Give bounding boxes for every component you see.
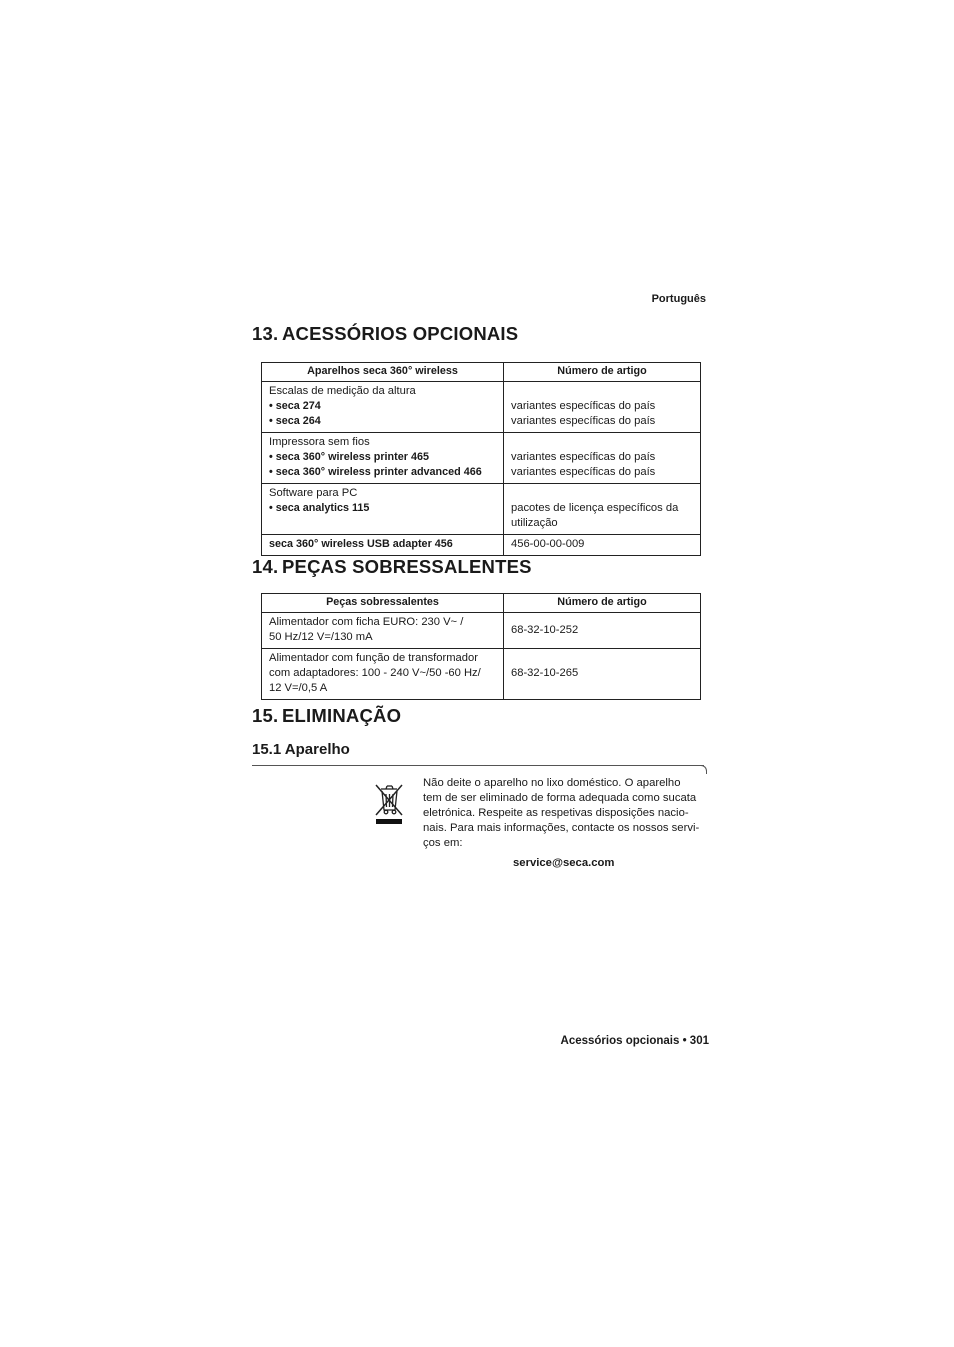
table-row (262, 433, 701, 484)
table-cell (262, 484, 504, 535)
table-row (262, 484, 701, 535)
table-row (262, 382, 701, 433)
table-header-row (262, 594, 701, 613)
disposal-line: nais. Para mais informações, contacte os nossos servi- (423, 822, 700, 834)
part-description-line: Alimentador com ficha EURO: 230 V~ / (269, 616, 464, 628)
table-cell: 456-00-00-009 (504, 535, 701, 556)
section-13-number: 13. (252, 323, 279, 344)
section-14-title: PEÇAS SOBRESSALENTES (282, 556, 532, 577)
table-cell (504, 484, 701, 535)
section-divider-end (700, 765, 707, 774)
article-value: variantes específicas do país (511, 466, 656, 478)
group-label: Impressora sem fios (269, 436, 370, 448)
disposal-line: ços em: (423, 837, 463, 849)
list-item: • seca analytics 115 (269, 502, 370, 514)
list-item: • seca 274 (269, 400, 321, 412)
table-cell (504, 433, 701, 484)
table-cell (262, 649, 504, 700)
section-14-number: 14. (252, 556, 279, 577)
column-header-article-number: Número de artigo (504, 594, 701, 613)
article-value: variantes específicas do país (511, 400, 656, 412)
section-13-heading (252, 323, 518, 345)
page-footer: Acessórios opcionais • 301 (560, 1035, 709, 1047)
part-description-line: 50 Hz/12 V=/130 mA (269, 631, 373, 643)
language-label: Português (651, 293, 706, 305)
list-item: • seca 360° wireless printer advanced 466 (269, 466, 482, 478)
section-14-heading (252, 556, 532, 578)
group-label: Software para PC (269, 487, 358, 499)
disposal-line: tem de ser eliminado de forma adequada como sucata (423, 792, 697, 804)
table-cell (262, 613, 504, 649)
table-cell: 68-32-10-265 (504, 649, 701, 700)
part-description-line: com adaptadores: 100 - 240 V~/50 -60 Hz/ (269, 667, 481, 679)
part-description-line: Alimentador com função de transformador (269, 652, 478, 664)
part-description-line: 12 V=/0,5 A (269, 682, 328, 694)
table-cell (262, 433, 504, 484)
section-13-title: ACESSÓRIOS OPCIONAIS (282, 323, 519, 344)
column-header-article-number: Número de artigo (504, 363, 701, 382)
table-cell: seca 360° wireless USB adapter 456 (262, 535, 504, 556)
section-15-heading (252, 705, 401, 727)
spare-parts-table (261, 593, 701, 700)
table-row (262, 613, 701, 649)
column-header-devices: Aparelhos seca 360° wireless (262, 363, 504, 382)
table-row (262, 535, 701, 556)
table-header-row (262, 363, 701, 382)
article-value: variantes específicas do país (511, 415, 656, 427)
list-item: • seca 264 (269, 415, 321, 427)
group-label: Escalas de medição da altura (269, 385, 416, 397)
disposal-instructions (423, 776, 715, 851)
service-email: service@seca.com (513, 857, 615, 869)
section-divider (252, 765, 704, 766)
section-15-number: 15. (252, 705, 279, 726)
subsection-15-1-heading: 15.1 Aparelho (252, 741, 350, 758)
column-header-spare-parts: Peças sobressalentes (262, 594, 504, 613)
table-cell: 68-32-10-252 (504, 613, 701, 649)
weee-crossed-bin-icon (372, 780, 406, 826)
table-row (262, 649, 701, 700)
accessories-table (261, 362, 701, 556)
article-value: variantes específicas do país (511, 451, 656, 463)
disposal-line: eletrónica. Respeite as respetivas disposições nacio- (423, 807, 689, 819)
table-cell (504, 382, 701, 433)
list-item: • seca 360° wireless printer 465 (269, 451, 429, 463)
article-value: pacotes de licença específicos da utilização (511, 502, 679, 529)
disposal-line: Não deite o aparelho no lixo doméstico. O aparelho (423, 777, 681, 789)
section-15-title: ELIMINAÇÃO (282, 705, 402, 726)
table-cell (262, 382, 504, 433)
